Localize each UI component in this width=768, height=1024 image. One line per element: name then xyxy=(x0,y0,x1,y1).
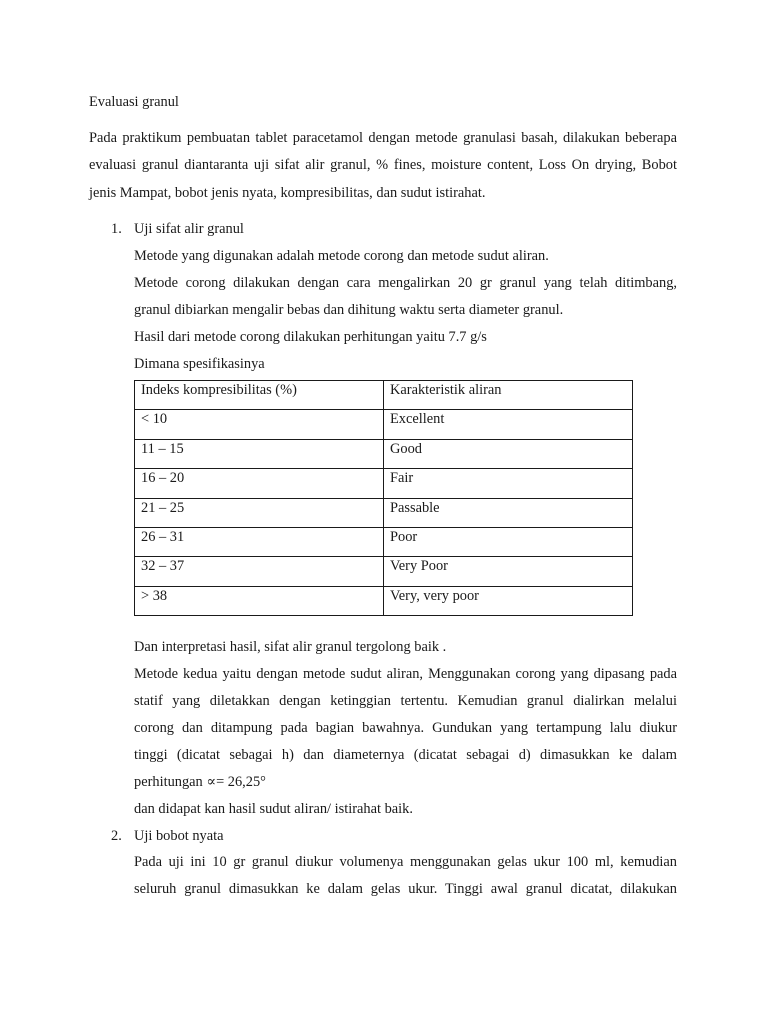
table-row xyxy=(135,469,633,498)
section-1-para1-line-2: granul dibiarkan mengalir bebas dan dihitung waktu serta diameter granul. xyxy=(134,302,564,318)
section-2-title: Uji bobot nyata xyxy=(134,828,224,844)
section-1-method-line: Metode yang digunakan adalah metode corong dan metode sudut aliran. xyxy=(134,248,549,264)
intro-line-2: evaluasi granul diantaranta uji sifat alir granul, % fines, moisture content, Loss On drying, Bobot xyxy=(89,157,677,173)
table-cell: 21 – 25 xyxy=(135,498,384,527)
table-header-cell: Indeks kompresibilitas (%) xyxy=(135,381,384,410)
table-row xyxy=(135,527,633,556)
table-cell: Very Poor xyxy=(384,557,633,586)
table-row xyxy=(135,439,633,468)
table-cell: Good xyxy=(384,439,633,468)
section-2-para-line-1: Pada uji ini 10 gr granul diukur volumenya menggunakan gelas ukur 100 ml, kemudian xyxy=(134,854,677,870)
section-1-result: Hasil dari metode corong dilakukan perhitungan yaitu 7.7 g/s xyxy=(134,329,487,345)
table-cell: Poor xyxy=(384,527,633,556)
section-1-para1-line-1: Metode corong dilakukan dengan cara mengalirkan 20 gr granul yang telah ditimbang, xyxy=(134,275,677,291)
table-cell: > 38 xyxy=(135,586,384,615)
section-1-title: Uji sifat alir granul xyxy=(134,221,244,237)
section-2-para-line-2: seluruh granul dimasukkan ke dalam gelas ukur. Tinggi awal granul dicatat, dilakukan xyxy=(134,881,677,897)
table-cell: Passable xyxy=(384,498,633,527)
calculation-line: perhitungan ∝= 26,25° xyxy=(134,774,266,790)
table-row xyxy=(135,498,633,527)
table-cell: 16 – 20 xyxy=(135,469,384,498)
interpretation-line: Dan interpretasi hasil, sifat alir granul tergolong baik . xyxy=(134,639,447,655)
section-1-number: 1. xyxy=(111,221,122,237)
intro-line-3: jenis Mampat, bobot jenis nyata, kompresibilitas, dan sudut istirahat. xyxy=(89,185,486,201)
table-cell: < 10 xyxy=(135,410,384,439)
table-row xyxy=(135,586,633,615)
section-1-para2-line-4: tinggi (dicatat sebagai h) dan diameternya (dicatat sebagai d) dimasukkan ke dalam xyxy=(134,747,677,763)
table-row xyxy=(135,410,633,439)
table-row xyxy=(135,557,633,586)
table-header-row xyxy=(135,381,633,410)
section-2-number: 2. xyxy=(111,828,122,844)
table-cell: Very, very poor xyxy=(384,586,633,615)
table-cell: Fair xyxy=(384,469,633,498)
table-cell: 26 – 31 xyxy=(135,527,384,556)
intro-line-1: Pada praktikum pembuatan tablet paracetamol dengan metode granulasi basah, dilakukan beberapa xyxy=(89,130,677,146)
section-1-para2-line-1: Metode kedua yaitu dengan metode sudut aliran, Menggunakan corong yang dipasang pada xyxy=(134,666,677,682)
table-cell: 11 – 15 xyxy=(135,439,384,468)
section-1-para2-line-3: corong dan ditampung pada bagian bawahnya. Gundukan yang tertampung lalu diukur xyxy=(134,720,677,736)
table-cell: 32 – 37 xyxy=(135,557,384,586)
table-cell: Excellent xyxy=(384,410,633,439)
spec-label: Dimana spesifikasinya xyxy=(134,356,265,372)
table-header-cell: Karakteristik aliran xyxy=(384,381,633,410)
conclusion-line: dan didapat kan hasil sudut aliran/ istirahat baik. xyxy=(134,801,413,817)
compressibility-table xyxy=(134,380,633,616)
section-1-para2-line-2: statif yang diletakkan dengan ketinggian tertentu. Kemudian granul dialirkan melalui xyxy=(134,693,677,709)
document-heading: Evaluasi granul xyxy=(89,94,179,110)
